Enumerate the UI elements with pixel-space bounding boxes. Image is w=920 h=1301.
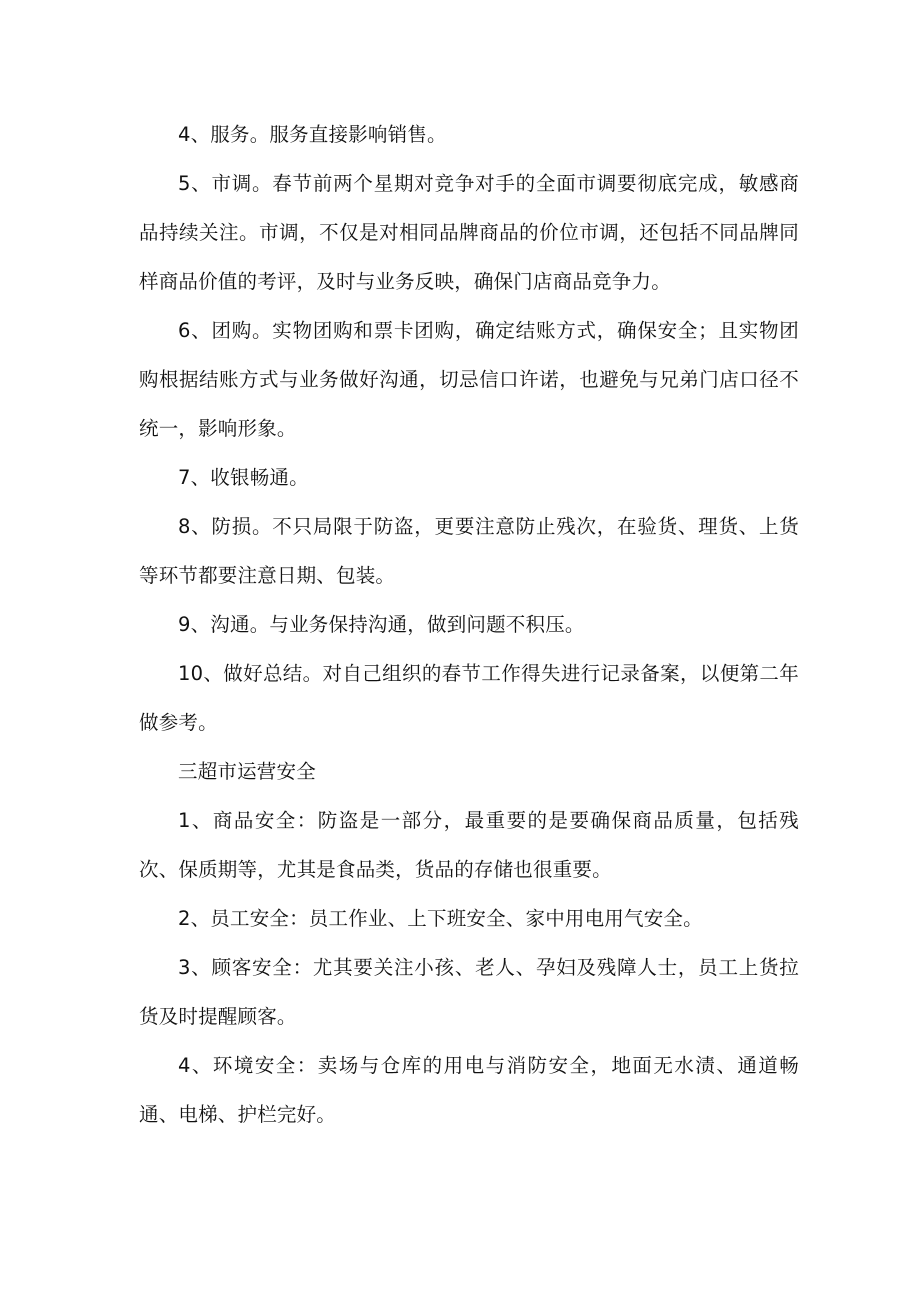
paragraph-checkout: 7、收银畅通。: [178, 466, 309, 489]
paragraph-environment-safety: 4、环境安全：卖场与仓库的用电与消防安全，地面无水渍、通道畅通、电梯、护栏完好。: [139, 1054, 799, 1126]
paragraph-market-survey: 5、市调。春节前两个星期对竞争对手的全面市调要彻底完成，敏感商品持续关注。市调，不仅是对相同品牌商品的价位市调，还包括不同品牌同样商品价值的考评，及时与业务反映，确保门店商品竞争力。: [139, 172, 799, 293]
paragraph-service: 4、服务。服务直接影响销售。: [178, 123, 447, 146]
paragraph-loss-prevention: 8、防损。不只局限于防盗，更要注意防止残次，在验货、理货、上货等环节都要注意日期、包装。: [139, 515, 799, 587]
paragraph-customer-safety: 3、顾客安全：尤其要关注小孩、老人、孕妇及残障人士，员工上货拉货及时提醒顾客。: [139, 956, 799, 1028]
paragraph-group-purchase: 6、团购。实物团购和票卡团购，确定结账方式，确保安全；且实物团购根据结账方式与业务做好沟通，切忌信口许诺，也避免与兄弟门店口径不统一，影响形象。: [139, 319, 799, 440]
paragraph-summary: 10、做好总结。对自己组织的春节工作得失进行记录备案，以便第二年做参考。: [139, 662, 799, 734]
section-heading-operations-safety: 三超市运营安全: [178, 760, 316, 783]
paragraph-product-safety: 1、商品安全：防盗是一部分，最重要的是要确保商品质量，包括残次、保质期等，尤其是食品类，货品的存储也很重要。: [139, 809, 799, 881]
document-body: [139, 110, 799, 1139]
paragraph-communication: 9、沟通。与业务保持沟通，做到问题不积压。: [178, 613, 585, 636]
paragraph-staff-safety: 2、员工安全：员工作业、上下班安全、家中用电用气安全。: [178, 907, 703, 930]
